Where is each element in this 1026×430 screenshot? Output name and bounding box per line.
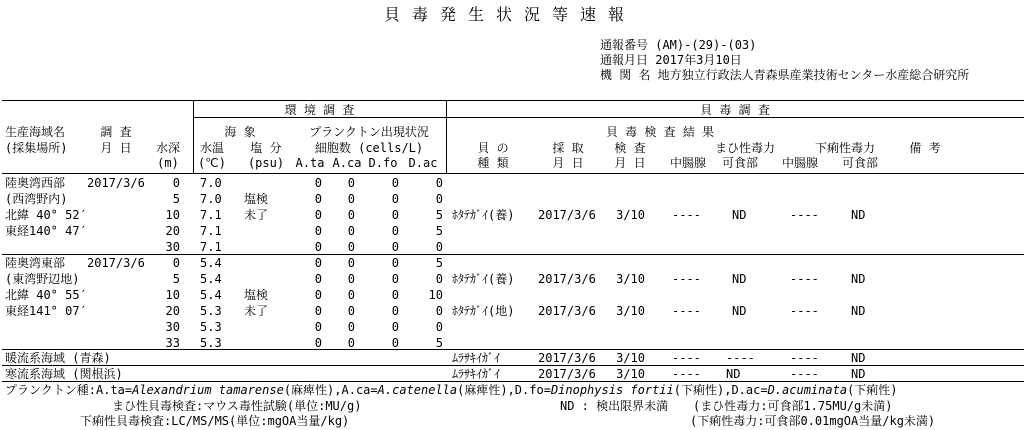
psp-edible-result: ND xyxy=(732,208,747,222)
depth-unit-header: (m) xyxy=(157,156,179,170)
test-date: 3/10 xyxy=(616,272,645,286)
dac-count: 5 xyxy=(435,256,443,270)
location-line: 陸奥湾西部 xyxy=(5,176,66,190)
aca-count: 0 xyxy=(347,320,355,334)
depth-value: 0 xyxy=(172,256,180,270)
depth-value: 30 xyxy=(165,240,180,254)
temp-value: 5.4 xyxy=(200,288,222,302)
dfo-count: 0 xyxy=(391,288,399,302)
plankton-note-text: (下痢性) xyxy=(847,383,898,397)
ata-count: 0 xyxy=(314,224,322,238)
inspection-results-header: 貝 毒 検 査 結 果 xyxy=(605,125,715,139)
location-line: 東経140° 47′ xyxy=(5,224,87,238)
dac-count: 5 xyxy=(435,336,443,350)
salinity-unit-header: (psu) xyxy=(247,156,285,170)
location-line: 東経141° 07′ xyxy=(5,304,87,318)
dsp-header: 下痢性毒力 xyxy=(814,141,875,155)
temp-value: 5.3 xyxy=(200,336,222,350)
species-scientific-name: D.acuminata xyxy=(767,383,848,397)
ata-count: 0 xyxy=(314,176,322,190)
psp-edible-header: 可食部 xyxy=(721,156,758,170)
aca-header: A.ca xyxy=(332,156,362,170)
sea-condition-header: 海 象 xyxy=(224,125,256,139)
aca-count: 0 xyxy=(347,192,355,206)
dac-count: 5 xyxy=(435,224,443,238)
dac-count: 0 xyxy=(435,304,443,318)
area-name-header: 生産海域名 xyxy=(5,125,66,139)
dsp-edible-header: 可食部 xyxy=(841,156,878,170)
plankton-note-text: (麻痺性),A.ca= xyxy=(283,383,378,397)
dsp-gland-result: ---- xyxy=(790,272,819,286)
psp-method-note: まひ性貝毒検査:マウス毒性試験(単位:MU/g) xyxy=(112,399,362,413)
aca-count: 0 xyxy=(347,208,355,222)
ata-count: 0 xyxy=(314,256,322,270)
ata-count: 0 xyxy=(314,272,322,286)
species-scientific-name: A.catenella xyxy=(377,383,458,397)
psp-edible-result: ND xyxy=(726,367,741,381)
shellfish-species: ﾎﾀﾃｶﾞｲ(地) xyxy=(452,304,515,318)
dfo-count: 0 xyxy=(391,240,399,254)
temp-value: 5.4 xyxy=(200,272,222,286)
reporting-agency: 機 関 名 地方独立行政法人青森県産業技術センター水産総合研究所 xyxy=(600,68,970,82)
salinity-value: 未了 xyxy=(244,208,269,222)
temp-value: 7.1 xyxy=(200,240,222,254)
aca-count: 0 xyxy=(347,304,355,318)
temp-value: 5.4 xyxy=(200,256,222,270)
survey-header: 調 査 xyxy=(100,125,132,139)
dac-count: 0 xyxy=(435,272,443,286)
test-date: 3/10 xyxy=(616,351,645,365)
depth-value: 10 xyxy=(165,208,180,222)
aca-count: 0 xyxy=(347,176,355,190)
report-date: 通報月日 2017年3月10日 xyxy=(600,53,742,67)
species-type-header: 種 類 xyxy=(477,156,509,170)
water-temp-header: 水温 xyxy=(199,141,224,155)
shellfish-species: ﾑﾗｻｷｲｶﾞｲ xyxy=(452,351,501,365)
env-survey-header: 環 境 調 査 xyxy=(284,103,355,117)
dsp-edible-result: ND xyxy=(851,208,866,222)
aca-count: 0 xyxy=(347,256,355,270)
dsp-gland-header: 中腸腺 xyxy=(781,156,818,170)
sample-date: 2017/3/6 xyxy=(538,208,596,222)
aca-count: 0 xyxy=(347,224,355,238)
location-line: (東湾野辺地) xyxy=(5,272,80,286)
dfo-count: 0 xyxy=(391,208,399,222)
sea-area-name: 寒流系海域 (関根浜) xyxy=(5,367,123,381)
depth-value: 20 xyxy=(165,304,180,318)
temp-value: 5.3 xyxy=(200,320,222,334)
dfo-count: 0 xyxy=(391,224,399,238)
aca-count: 0 xyxy=(347,272,355,286)
sample-date: 2017/3/6 xyxy=(538,304,596,318)
dfo-count: 0 xyxy=(391,336,399,350)
aca-count: 0 xyxy=(347,240,355,254)
test-date: 3/10 xyxy=(616,208,645,222)
dsp-limit-note: (下痢性毒力:可食部0.01mgOA当量/kg未満) xyxy=(690,414,936,428)
sample-date: 2017/3/6 xyxy=(538,272,596,286)
depth-value: 30 xyxy=(165,320,180,334)
shellfish-species: ﾑﾗｻｷｲｶﾞｲ xyxy=(452,367,501,381)
depth-value: 33 xyxy=(165,336,180,350)
location-line: (西湾野内) xyxy=(5,192,68,206)
dsp-gland-result: ---- xyxy=(790,351,819,365)
aca-count: 0 xyxy=(347,336,355,350)
shellfish-species: ﾎﾀﾃｶﾞｲ(養) xyxy=(452,208,515,222)
plankton-header: プランクトン出現状況 xyxy=(309,125,429,139)
psp-gland-result: ---- xyxy=(672,208,701,222)
plankton-note-text: (麻痺性),D.fo= xyxy=(457,383,551,397)
ata-count: 0 xyxy=(314,192,322,206)
salinity-value: 塩検 xyxy=(244,288,269,302)
dsp-edible-result: ND xyxy=(851,304,866,318)
depth-header: 水深 xyxy=(155,141,180,155)
shellfish-species: ﾎﾀﾃｶﾞｲ(養) xyxy=(452,272,515,286)
dsp-gland-result: ---- xyxy=(790,367,819,381)
water-temp-unit-header: (℃) xyxy=(198,156,226,170)
dfo-count: 0 xyxy=(391,320,399,334)
nd-note: ND : 検出限界未満 xyxy=(560,399,669,413)
dsp-gland-result: ---- xyxy=(790,304,819,318)
ata-count: 0 xyxy=(314,208,322,222)
dfo-count: 0 xyxy=(391,176,399,190)
location-line: 北緯 40° 55′ xyxy=(5,288,87,302)
location-line: 陸奥湾東部 xyxy=(5,256,66,270)
psp-gland-result: ---- xyxy=(672,367,701,381)
sampling-place-header: (採集場所) xyxy=(5,141,68,155)
psp-header: まひ性毒力 xyxy=(714,141,775,155)
dfo-count: 0 xyxy=(391,256,399,270)
survey-date-header: 月 日 xyxy=(100,141,132,155)
dac-count: 0 xyxy=(435,176,443,190)
ata-count: 0 xyxy=(314,240,322,254)
page-title: 貝毒発生状況等速報 xyxy=(383,5,636,24)
temp-value: 7.0 xyxy=(200,192,222,206)
sample-header: 採 取 xyxy=(552,141,584,155)
plankton-note-text: プランクトン種:A.ta= xyxy=(5,383,133,397)
dsp-edible-result: ND xyxy=(851,272,866,286)
plankton-note-text: (下痢性),D.ac= xyxy=(673,383,768,397)
species-scientific-name: Alexandrium tamarense xyxy=(132,383,284,397)
dfo-header: D.fo xyxy=(368,156,398,170)
sample-date: 2017/3/6 xyxy=(538,351,596,365)
dsp-gland-result: ---- xyxy=(790,208,819,222)
psp-gland-result: ---- xyxy=(672,272,701,286)
temp-value: 7.1 xyxy=(200,208,222,222)
dfo-count: 0 xyxy=(391,272,399,286)
ata-count: 0 xyxy=(314,320,322,334)
ata-count: 0 xyxy=(314,288,322,302)
temp-value: 7.1 xyxy=(200,224,222,238)
salinity-value: 塩検 xyxy=(244,192,269,206)
shellfish-survey-header: 貝 毒 調 査 xyxy=(700,103,770,117)
ata-count: 0 xyxy=(314,304,322,318)
depth-value: 0 xyxy=(172,176,180,190)
test-date: 3/10 xyxy=(616,367,645,381)
psp-gland-header: 中腸腺 xyxy=(669,156,706,170)
psp-edible-result: ---- xyxy=(726,351,755,365)
survey-date: 2017/3/6 xyxy=(87,256,145,270)
salinity-header: 塩 分 xyxy=(250,141,282,155)
salinity-value: 未了 xyxy=(244,304,269,318)
psp-gland-result: ---- xyxy=(672,304,701,318)
dfo-count: 0 xyxy=(391,304,399,318)
species-header: 貝 の xyxy=(477,141,509,155)
dac-count: 0 xyxy=(435,240,443,254)
ata-count: 0 xyxy=(314,336,322,350)
depth-value: 5 xyxy=(172,192,180,206)
dfo-count: 0 xyxy=(391,192,399,206)
species-scientific-name: Dinophysis fortii xyxy=(550,383,674,397)
dsp-edible-result: ND xyxy=(851,367,866,381)
dac-count: 0 xyxy=(435,192,443,206)
sample-date: 2017/3/6 xyxy=(538,367,596,381)
temp-value: 7.0 xyxy=(200,176,222,190)
psp-limit-note: (まひ性毒力:可食部1.75MU/g未満) xyxy=(693,399,893,413)
psp-gland-result: ---- xyxy=(672,351,701,365)
test-header: 検 査 xyxy=(614,141,646,155)
remarks-header: 備 考 xyxy=(909,141,941,155)
test-date-header: 月 日 xyxy=(614,156,646,170)
depth-value: 5 xyxy=(172,272,180,286)
psp-edible-result: ND xyxy=(732,304,747,318)
plankton-species-note xyxy=(5,383,898,397)
temp-value: 5.3 xyxy=(200,304,222,318)
dac-count: 5 xyxy=(435,208,443,222)
survey-date: 2017/3/6 xyxy=(87,176,145,190)
sample-date-header: 月 日 xyxy=(552,156,584,170)
test-date: 3/10 xyxy=(616,304,645,318)
aca-count: 0 xyxy=(347,288,355,302)
cell-count-header: 細胞数 (cells/L) xyxy=(314,141,424,155)
dsp-edible-result: ND xyxy=(851,351,866,365)
report-number: 通報番号 (AM)-(29)-(03) xyxy=(600,38,757,52)
location-line: 北緯 40° 52′ xyxy=(5,208,87,222)
ata-header: A.ta xyxy=(295,156,325,170)
depth-value: 10 xyxy=(165,288,180,302)
dac-count: 0 xyxy=(435,320,443,334)
dac-header: D.ac xyxy=(408,156,438,170)
depth-value: 20 xyxy=(165,224,180,238)
dsp-method-note: 下痢性貝毒検査:LC/MS/MS(単位:mgOA当量/kg) xyxy=(80,414,350,428)
psp-edible-result: ND xyxy=(732,272,747,286)
dac-count: 10 xyxy=(428,288,443,302)
sea-area-name: 暖流系海域 (青森) xyxy=(5,351,111,365)
